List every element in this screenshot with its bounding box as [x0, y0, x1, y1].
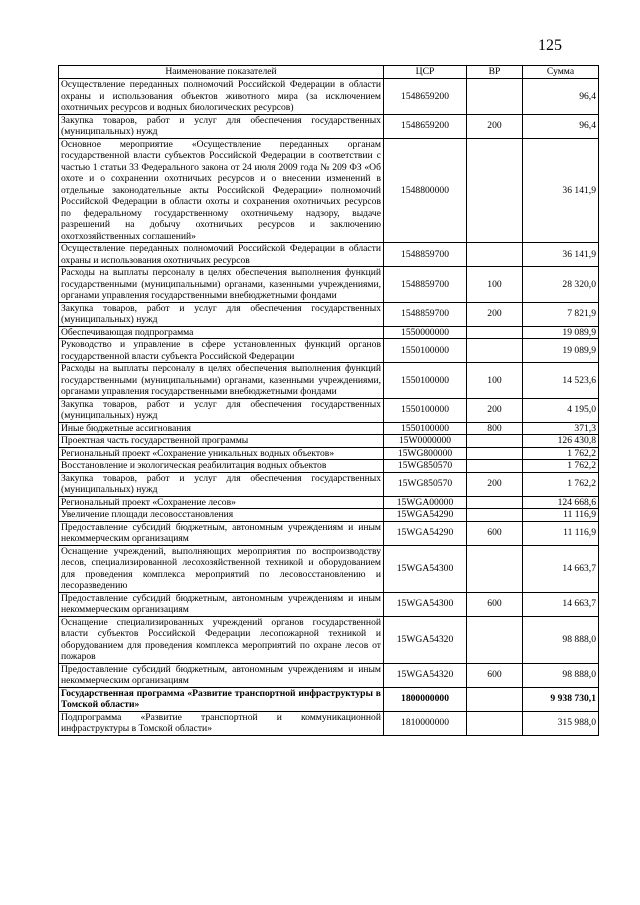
table-row	[59, 545, 599, 592]
row-csr-cell: 15WGA54290	[384, 521, 467, 545]
row-sum-cell: 11 116,9	[523, 521, 599, 545]
page-number: 125	[538, 37, 562, 54]
table-row	[59, 616, 599, 663]
table-row	[59, 521, 599, 545]
row-csr-cell: 1810000000	[384, 711, 467, 735]
row-name-cell: Расходы на выплаты персоналу в целях обеспечения выполнения функций государственными (муниципальными) органами, казенными учреждениями, органами управления государственными внебюджетными фондами	[59, 267, 384, 303]
row-name-cell: Основное мероприятие «Осуществление переданных органам государственной власти субъектов Российской Федерации в соответствии с частью 1 статьи 33 Федерального закона от 24 июля 2009 года № 209 ФЗ «Об охоте и о сохранении охотничьих ресурсов и о внесении изменений в отдельные законодательные акты Российской Федерации» полномочий Российской Федерации в области охоты и сохранения охотничьих ресурсов по федеральному государственному охотничьему надзору, выдаче разрешений на добычу охотничьих ресурсов и заключению охотхозяйственных соглашений»	[59, 138, 384, 243]
row-sum-cell: 28 320,0	[523, 267, 599, 303]
row-name-cell: Предоставление субсидий бюджетным, автономным учреждениям и иным некоммерческим организациям	[59, 592, 384, 616]
row-csr-cell: 1548859700	[384, 267, 467, 303]
row-sum-cell: 4 195,0	[523, 398, 599, 422]
row-vr-cell	[467, 79, 523, 115]
row-csr-cell: 15W0000000	[384, 435, 467, 448]
table-header-row	[59, 66, 599, 79]
row-vr-cell: 100	[467, 267, 523, 303]
table-row	[59, 496, 599, 509]
table-row	[59, 422, 599, 435]
row-vr-cell	[467, 138, 523, 243]
row-name-cell: Обеспечивающая подпрограмма	[59, 326, 384, 339]
row-name-cell: Иные бюджетные ассигнования	[59, 422, 384, 435]
row-name-cell: Предоставление субсидий бюджетным, автономным учреждениям и иным некоммерческим организациям	[59, 521, 384, 545]
row-csr-cell: 1548859700	[384, 243, 467, 267]
table-row	[59, 435, 599, 448]
row-vr-cell: 100	[467, 363, 523, 399]
row-name-cell: Закупка товаров, работ и услуг для обеспечения государственных (муниципальных) нужд	[59, 114, 384, 138]
table-row	[59, 114, 599, 138]
row-csr-cell: 15WG800000	[384, 447, 467, 460]
row-sum-cell: 9 938 730,1	[523, 687, 599, 711]
table-row	[59, 687, 599, 711]
row-sum-cell: 11 116,9	[523, 509, 599, 522]
table-row	[59, 138, 599, 243]
row-csr-cell: 15WGA54320	[384, 616, 467, 663]
table-row	[59, 243, 599, 267]
row-csr-cell: 15WGA54320	[384, 663, 467, 687]
row-name-cell: Государственная программа «Развитие транспортной инфраструктуры в Томской области»	[59, 687, 384, 711]
row-vr-cell	[467, 435, 523, 448]
row-csr-cell: 15WGA54300	[384, 592, 467, 616]
row-name-cell: Подпрограмма «Развитие транспортной и коммуникационной инфраструктуры в Томской области»	[59, 711, 384, 735]
row-name-cell: Восстановление и экологическая реабилитация водных объектов	[59, 460, 384, 473]
row-vr-cell: 200	[467, 114, 523, 138]
row-csr-cell: 1550100000	[384, 398, 467, 422]
row-vr-cell	[467, 711, 523, 735]
row-vr-cell: 600	[467, 592, 523, 616]
header-name: Наименование показателей	[59, 66, 384, 79]
row-sum-cell: 96,4	[523, 114, 599, 138]
row-vr-cell: 200	[467, 472, 523, 496]
row-name-cell: Предоставление субсидий бюджетным, автономным учреждениям и иным некоммерческим организациям	[59, 663, 384, 687]
table-row	[59, 326, 599, 339]
row-name-cell: Проектная часть государственной программы	[59, 435, 384, 448]
row-vr-cell: 200	[467, 398, 523, 422]
table-row	[59, 711, 599, 735]
row-vr-cell	[467, 243, 523, 267]
row-sum-cell: 371,3	[523, 422, 599, 435]
budget-table	[58, 65, 599, 736]
table-row	[59, 447, 599, 460]
table-row	[59, 592, 599, 616]
row-sum-cell: 36 141,9	[523, 138, 599, 243]
row-csr-cell: 15WGA00000	[384, 496, 467, 509]
row-name-cell: Региональный проект «Сохранение уникальных водных объектов»	[59, 447, 384, 460]
row-sum-cell: 1 762,2	[523, 460, 599, 473]
row-name-cell: Региональный проект «Сохранение лесов»	[59, 496, 384, 509]
row-name-cell: Оснащение учреждений, выполняющих мероприятия по воспроизводству лесов, специализированной лесохозяйственной техникой и оборудованием для проведения комплекса мероприятий по лесовосстановлению и лесоразведению	[59, 545, 384, 592]
row-vr-cell	[467, 447, 523, 460]
table-row	[59, 302, 599, 326]
table-row	[59, 79, 599, 115]
row-sum-cell: 124 668,6	[523, 496, 599, 509]
row-sum-cell: 1 762,2	[523, 472, 599, 496]
row-csr-cell: 1550100000	[384, 422, 467, 435]
row-vr-cell	[467, 326, 523, 339]
row-sum-cell: 7 821,9	[523, 302, 599, 326]
row-sum-cell: 36 141,9	[523, 243, 599, 267]
row-csr-cell: 15WG850570	[384, 472, 467, 496]
row-sum-cell: 126 430,8	[523, 435, 599, 448]
row-vr-cell: 600	[467, 521, 523, 545]
row-name-cell: Закупка товаров, работ и услуг для обеспечения государственных (муниципальных) нужд	[59, 302, 384, 326]
row-vr-cell	[467, 460, 523, 473]
row-vr-cell	[467, 509, 523, 522]
row-sum-cell: 96,4	[523, 79, 599, 115]
header-sum: Сумма	[523, 66, 599, 79]
row-vr-cell	[467, 545, 523, 592]
row-csr-cell: 15WGA54300	[384, 545, 467, 592]
row-sum-cell: 1 762,2	[523, 447, 599, 460]
row-vr-cell	[467, 339, 523, 363]
table-row	[59, 267, 599, 303]
row-csr-cell: 15WG850570	[384, 460, 467, 473]
row-sum-cell: 98 888,0	[523, 663, 599, 687]
row-sum-cell: 98 888,0	[523, 616, 599, 663]
table-row	[59, 398, 599, 422]
table-body	[59, 79, 599, 736]
row-name-cell: Увеличение площади лесовосстановления	[59, 509, 384, 522]
row-vr-cell	[467, 616, 523, 663]
row-csr-cell: 1550100000	[384, 339, 467, 363]
row-name-cell: Осуществление переданных полномочий Российской Федерации в области охраны и использования охотничьих ресурсов	[59, 243, 384, 267]
row-vr-cell: 600	[467, 663, 523, 687]
row-name-cell: Руководство и управление в сфере установленных функций органов государственной власти субъекта Российской Федерации	[59, 339, 384, 363]
table-row	[59, 509, 599, 522]
table-row	[59, 663, 599, 687]
table-row	[59, 460, 599, 473]
row-sum-cell: 19 089,9	[523, 326, 599, 339]
table-row	[59, 472, 599, 496]
row-name-cell: Расходы на выплаты персоналу в целях обеспечения выполнения функций государственными (муниципальными) органами, казенными учреждениями, органами управления государственными внебюджетными фондами	[59, 363, 384, 399]
table-row	[59, 363, 599, 399]
row-sum-cell: 14 663,7	[523, 545, 599, 592]
header-vr: ВР	[467, 66, 523, 79]
row-name-cell: Закупка товаров, работ и услуг для обеспечения государственных (муниципальных) нужд	[59, 472, 384, 496]
row-csr-cell: 1548859700	[384, 302, 467, 326]
row-csr-cell: 1548659200	[384, 114, 467, 138]
row-sum-cell: 14 523,6	[523, 363, 599, 399]
row-name-cell: Оснащение специализированных учреждений органов государственной власти субъектов Российской Федерации лесопожарной техникой и оборудованием для проведения комплекса мероприятий по охране лесов от пожаров	[59, 616, 384, 663]
row-csr-cell: 1550100000	[384, 363, 467, 399]
row-name-cell: Осуществление переданных полномочий Российской Федерации в области охраны и использования объектов животного мира (за исключением охотничьих ресурсов и водных биологических ресурсов)	[59, 79, 384, 115]
row-csr-cell: 1548659200	[384, 79, 467, 115]
row-csr-cell: 1550000000	[384, 326, 467, 339]
row-sum-cell: 315 988,0	[523, 711, 599, 735]
header-csr: ЦСР	[384, 66, 467, 79]
row-vr-cell	[467, 687, 523, 711]
row-vr-cell: 200	[467, 302, 523, 326]
row-sum-cell: 14 663,7	[523, 592, 599, 616]
row-csr-cell: 15WGA54290	[384, 509, 467, 522]
row-name-cell: Закупка товаров, работ и услуг для обеспечения государственных (муниципальных) нужд	[59, 398, 384, 422]
table-row	[59, 339, 599, 363]
row-vr-cell: 800	[467, 422, 523, 435]
row-csr-cell: 1548800000	[384, 138, 467, 243]
row-csr-cell: 1800000000	[384, 687, 467, 711]
row-vr-cell	[467, 496, 523, 509]
row-sum-cell: 19 089,9	[523, 339, 599, 363]
